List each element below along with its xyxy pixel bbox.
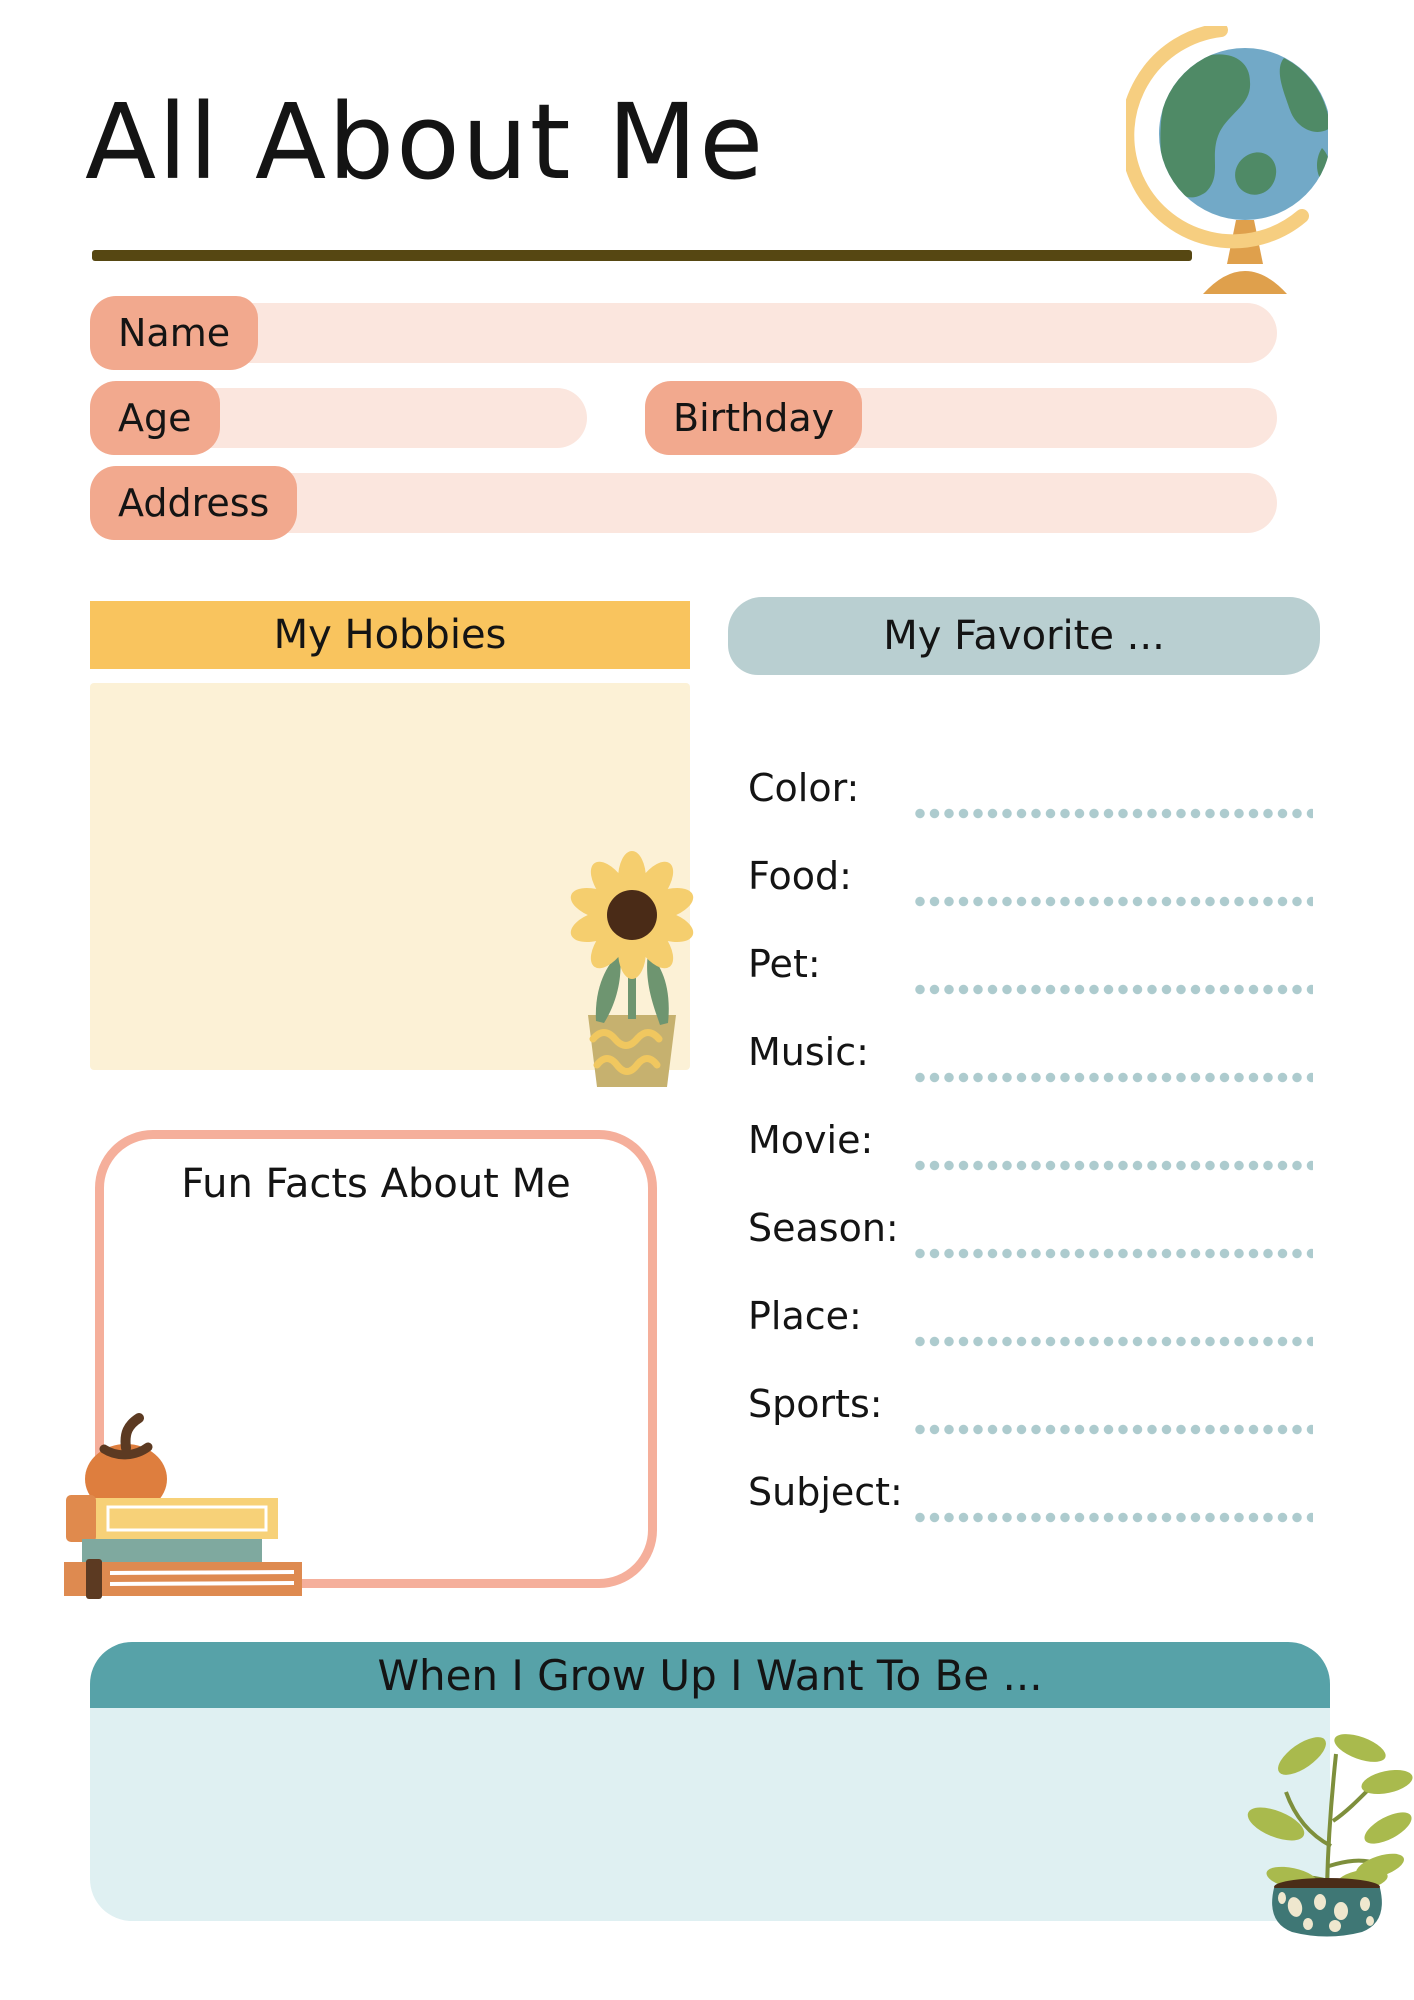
favorite-row (748, 936, 1315, 1024)
favorite-row (748, 1112, 1315, 1200)
birthday-field-row (645, 384, 1277, 452)
globe-stand-base (1203, 271, 1287, 294)
favorite-row (748, 1288, 1315, 1376)
favorite-label: Pet: (748, 942, 821, 986)
birthday-label: Birthday (645, 381, 862, 455)
favorite-row (748, 760, 1315, 848)
name-input[interactable] (90, 303, 1277, 363)
favorite-label: Place: (748, 1294, 862, 1338)
apple-stem (126, 1418, 139, 1448)
favorite-label: Subject: (748, 1470, 903, 1514)
sunflower-pot (588, 1015, 676, 1087)
title-underline (92, 250, 1192, 261)
apple-books-icon (42, 1385, 342, 1600)
favorite-answer-line[interactable] (915, 1247, 1313, 1260)
age-field-row (90, 384, 587, 452)
sunflower-center (607, 890, 657, 940)
book-orange-page-line (110, 1572, 294, 1573)
favorite-label: Sports: (748, 1382, 883, 1426)
favorite-answer-line[interactable] (915, 1423, 1313, 1436)
favorite-answer-line[interactable] (915, 1071, 1313, 1084)
grow-up-header: When I Grow Up I Want To Be ... (90, 1642, 1330, 1708)
favorite-label: Color: (748, 766, 860, 810)
page-title: All About Me (85, 81, 766, 203)
plant-icon (1240, 1726, 1414, 1942)
address-field-row (90, 469, 1277, 537)
sunflower-icon (560, 843, 705, 1089)
favorite-answer-line[interactable] (915, 1511, 1313, 1524)
book-orange-spine (86, 1559, 102, 1599)
favorite-label: Movie: (748, 1118, 874, 1162)
favorite-row (748, 1376, 1315, 1464)
favorite-answer-line[interactable] (915, 1335, 1313, 1348)
name-label: Name (90, 296, 258, 370)
favorite-label: Music: (748, 1030, 869, 1074)
favorite-row (748, 1024, 1315, 1112)
favorite-row (748, 1464, 1315, 1552)
book-yellow-spine (66, 1495, 96, 1542)
favorite-answer-line[interactable] (915, 983, 1313, 996)
globe-icon (1126, 26, 1328, 298)
favorites-list (748, 760, 1315, 1552)
favorite-label: Season: (748, 1206, 899, 1250)
favorite-answer-line[interactable] (915, 895, 1313, 908)
address-label: Address (90, 466, 297, 540)
name-field-row (90, 299, 1277, 367)
grow-up-writing-area[interactable] (90, 1708, 1330, 1921)
favorites-header: My Favorite ... (728, 597, 1320, 675)
book-teal (82, 1539, 262, 1562)
favorite-answer-line[interactable] (915, 807, 1313, 820)
fun-facts-title: Fun Facts About Me (181, 1161, 571, 1207)
age-label: Age (90, 381, 220, 455)
favorite-label: Food: (748, 854, 852, 898)
book-orange-page-line (110, 1583, 294, 1584)
favorite-row (748, 1200, 1315, 1288)
plant-pot (1272, 1888, 1382, 1937)
hobbies-header: My Hobbies (90, 601, 690, 669)
favorite-answer-line[interactable] (915, 1159, 1313, 1172)
favorite-row (748, 848, 1315, 936)
book-yellow (70, 1498, 278, 1539)
